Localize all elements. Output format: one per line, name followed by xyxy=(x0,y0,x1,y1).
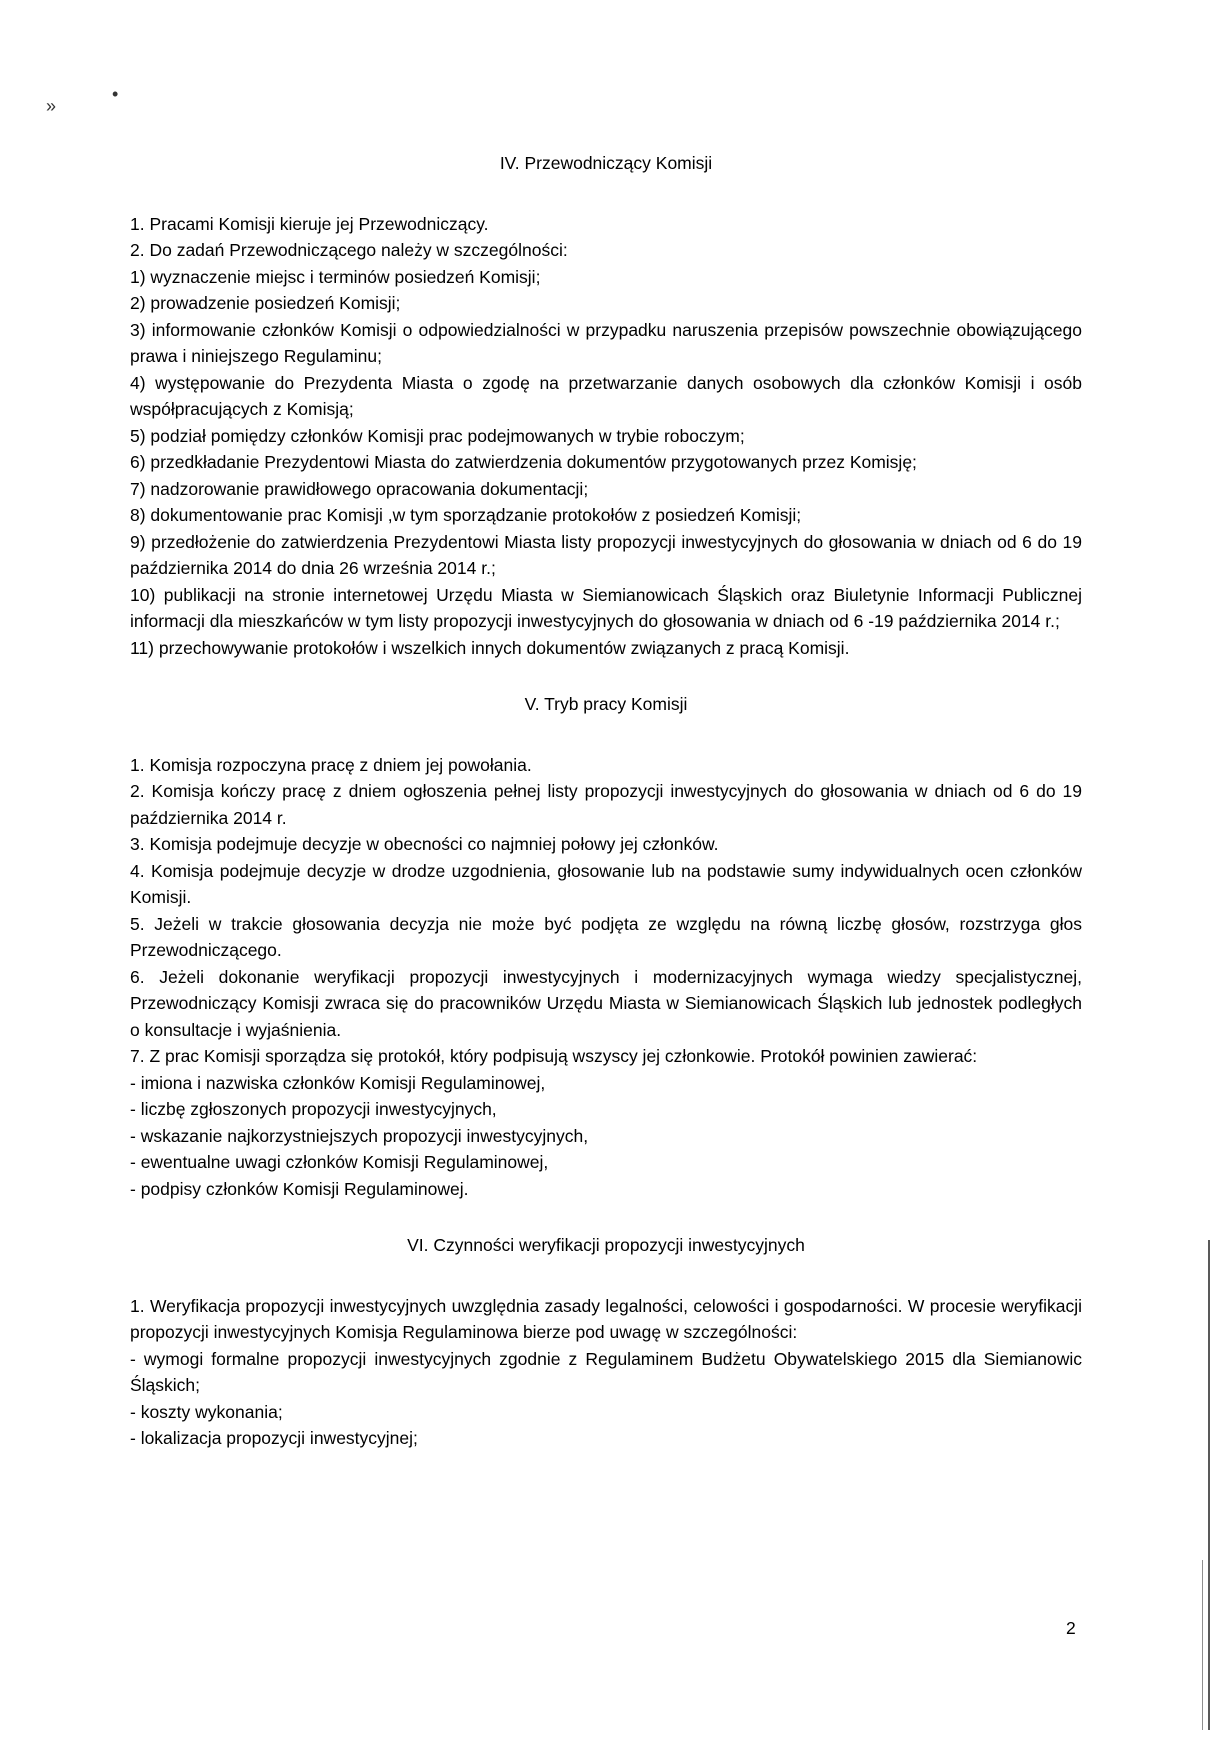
bullet-item: - ewentualne uwagi członków Komisji Regulaminowej, xyxy=(130,1152,549,1172)
paragraph: 3. Komisja podejmuje decyzje w obecności co najmniej połowy jej członków. xyxy=(130,834,719,854)
bullet-item: - wskazanie najkorzystniejszych propozycji inwestycyjnych, xyxy=(130,1125,589,1146)
list-item: 1) wyznaczenie miejsc i terminów posiedzeń Komisji; xyxy=(130,266,541,287)
bullet-item: - wymogi formalne propozycji inwestycyjnych zgodnie z Regulaminem Budżetu Obywatelskiego 2015 dla Siemianowic Śląskich; xyxy=(130,1348,1082,1395)
paragraph: 2. Do zadań Przewodniczącego należy w szczególności: xyxy=(130,240,568,260)
bullet-item: - koszty wykonania; xyxy=(130,1401,283,1422)
bullet-item: - lokalizacja propozycji inwestycyjnej; xyxy=(130,1428,418,1448)
list-item: 7) nadzorowanie prawidłowego opracowania dokumentacji; xyxy=(130,478,589,499)
list-item: 11) przechowywanie protokołów i wszelkich innych dokumentów związanych z pracą Komisji. xyxy=(130,637,850,658)
list-item: 2) prowadzenie posiedzeń Komisji; xyxy=(130,293,401,313)
scan-mark: • xyxy=(112,84,119,104)
list-item: 8) dokumentowanie prac Komisji ,w tym sporządzanie protokołów z posiedzeń Komisji; xyxy=(130,505,802,525)
paragraph: 4. Komisja podejmuje decyzje w drodze uzgodnienia, głosowanie lub na podstawie sumy indywidualnych ocen członków Komisji. xyxy=(130,860,1082,907)
list-item: 6) przedkładanie Prezydentowi Miasta do zatwierdzenia dokumentów przygotowanych przez Komisję; xyxy=(130,452,917,472)
page-number: 2 xyxy=(1066,1618,1076,1638)
scan-mark: » xyxy=(46,96,57,116)
paragraph: 1. Weryfikacja propozycji inwestycyjnych uwzględnia zasady legalności, celowości i gospodarności. W procesie weryfikacji propozycji inwestycyjnych Komisja Regulaminowa bierze pod uwagę w szczególności: xyxy=(130,1295,1082,1342)
bullet-item: - liczbę zgłoszonych propozycji inwestycyjnych, xyxy=(130,1099,497,1119)
paragraph: 6. Jeżeli dokonanie weryfikacji propozycji inwestycyjnych i modernizacyjnych wymaga wiedzy specjalistycznej, Przewodniczący Komisji zwraca się do pracowników Urzędu Miasta w Siemianowicach Śląskich lub jednostek podległych o konsultacje i wyjaśnienia. xyxy=(130,966,1082,1040)
list-item: 3) informowanie członków Komisji o odpowiedzialności w przypadku naruszenia przepisów powszechnie obowiązującego prawa i niniejszego Regulaminu; xyxy=(130,319,1082,366)
paragraph: 2. Komisja kończy pracę z dniem ogłoszenia pełnej listy propozycji inwestycyjnych do głosowania w dniach od 6 do 19 października 2014 r. xyxy=(130,781,1082,828)
section-heading-vi: VI. Czynności weryfikacji propozycji inwestycyjnych xyxy=(407,1235,805,1255)
bullet-item: - podpisy członków Komisji Regulaminowej. xyxy=(130,1178,469,1199)
scan-edge-line xyxy=(1208,1240,1210,1730)
list-item: 10) publikacji na stronie internetowej Urzędu Miasta w Siemianowicach Śląskich oraz Biuletynie Informacji Publicznej informacji dla mieszkańców w tym listy propozycji inwestycyjnych do głosowania w dniach od 6 -19 października 2014 r.; xyxy=(130,584,1082,631)
list-item: 4) występowanie do Prezydenta Miasta o zgodę na przetwarzanie danych osobowych dla członków Komisji i osób współpracujących z Komisją; xyxy=(130,372,1082,419)
bullet-item: - imiona i nazwiska członków Komisji Regulaminowej, xyxy=(130,1072,546,1093)
scan-edge-line xyxy=(1202,1560,1203,1730)
document-body xyxy=(130,150,1082,1452)
section-heading-iv: IV. Przewodniczący Komisji xyxy=(499,153,713,173)
paragraph: 7. Z prac Komisji sporządza się protokół, który podpisują wszyscy jej członkowie. Protokół powinien zawierać: xyxy=(130,1046,978,1066)
list-item: 9) przedłożenie do zatwierdzenia Prezydentowi Miasta listy propozycji inwestycyjnych do głosowania w dniach od 6 do 19 października 2014 do dnia 26 września 2014 r.; xyxy=(130,531,1082,578)
paragraph: 1. Pracami Komisji kieruje jej Przewodniczący. xyxy=(130,213,489,234)
paragraph: 1. Komisja rozpoczyna pracę z dniem jej powołania. xyxy=(130,754,532,775)
section-heading-v: V. Tryb pracy Komisji xyxy=(524,694,688,714)
paragraph: 5. Jeżeli w trakcie głosowania decyzja nie może być podjęta ze względu na równą liczbę głosów, rozstrzyga głos Przewodniczącego. xyxy=(130,913,1082,960)
list-item: 5) podział pomiędzy członków Komisji prac podejmowanych w trybie roboczym; xyxy=(130,425,745,446)
